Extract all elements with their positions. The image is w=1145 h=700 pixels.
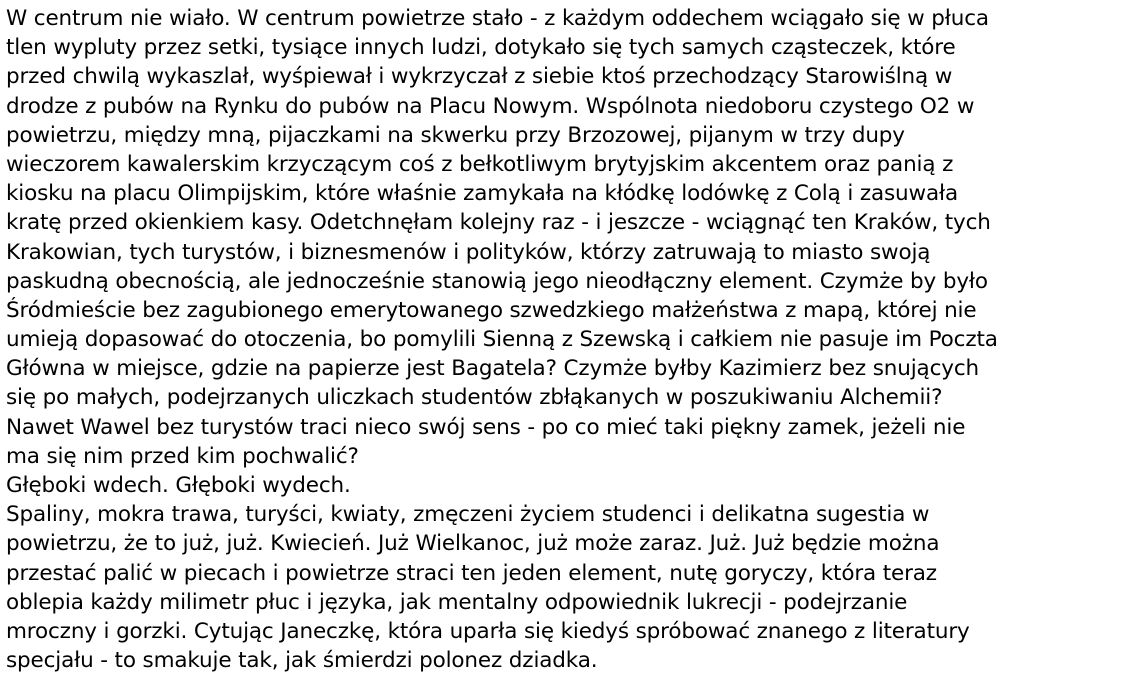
text-line-17: Głęboki wdech. Głęboki wydech. xyxy=(6,473,351,498)
text-line-11: Śródmieście bez zagubionego emerytowanego szwedzkiego małżeństwa z mapą, której nie xyxy=(6,297,977,323)
text-line-4: drodze z pubów na Rynku do pubów na Placu Nowym. Wspólnota niedoboru czystego O2 w xyxy=(6,93,975,119)
text-line-18: Spaliny, mokra trawa, turyści, kwiaty, zmęczeni życiem studenci i delikatna sugestia w xyxy=(6,502,930,528)
text-line-21: oblepia każdy milimetr płuc i języka, jak mentalny odpowiednik lukrecji - podejrzanie xyxy=(6,589,908,615)
text-line-1: W centrum nie wiało. W centrum powietrze stało - z każdym oddechem wciągało się w płuca xyxy=(6,6,989,31)
text-line-15: Nawet Wawel bez turystów traci nieco swój sens - po co mieć taki piękny zamek, jeżeli nie xyxy=(6,414,966,440)
text-line-19: powietrzu, że to już, już. Kwiecień. Już Wielkanoc, już może zaraz. Już. Już będzie można xyxy=(6,531,940,557)
text-line-16: ma się nim przed kim pochwalić? xyxy=(6,443,359,469)
text-line-3: przed chwilą wykaszlał, wyśpiewał i wykrzyczał z siebie ktoś przechodzący Starowiślną w xyxy=(6,64,953,90)
text-line-8: kratę przed okienkiem kasy. Odetchnęłam kolejny raz - i jeszcze - wciągnąć ten Kraków, tych xyxy=(6,210,991,236)
text-line-2: tlen wypluty przez setki, tysiące innych ludzi, dotykało się tych samych cząsteczek, które xyxy=(6,35,956,61)
text-line-20: przestać palić w piecach i powietrze straci ten jeden element, nutę goryczy, która teraz xyxy=(6,560,937,586)
text-line-7: kiosku na placu Olimpijskim, które właśnie zamykała na kłódkę lodówkę z Colą i zasuwała xyxy=(6,181,958,207)
text-line-5: powietrzu, między mną, pijaczkami na skwerku przy Brzozowej, pijanym w trzy dupy xyxy=(6,122,905,148)
text-line-6: wieczorem kawalerskim krzyczącym coś z bełkotliwym brytyjskim akcentem oraz panią z xyxy=(6,151,954,177)
text-line-22: mroczny i gorzki. Cytując Janeczkę, która uparła się kiedyś spróbować znanego z literatury xyxy=(6,618,970,644)
text-line-10: paskudną obecnością, ale jednocześnie stanowią jego nieodłączny element. Czymże by było xyxy=(6,268,988,294)
text-line-13: Główna w miejsce, gdzie na papierze jest Bagatela? Czymże byłby Kazimierz bez snujących xyxy=(6,356,979,382)
text-line-14: się po małych, podejrzanych uliczkach studentów zbłąkanych w poszukiwaniu Alchemii? xyxy=(6,385,943,411)
text-line-23: specjału - to smakuje tak, jak śmierdzi polonez dziadka. xyxy=(6,648,598,674)
text-line-9: Krakowian, tych turystów, i biznesmenów i polityków, którzy zatruwają to miasto swoją xyxy=(6,239,931,265)
text-line-12: umieją dopasować do otoczenia, bo pomylili Sienną z Szewską i całkiem nie pasuje im Poczta xyxy=(6,327,998,353)
